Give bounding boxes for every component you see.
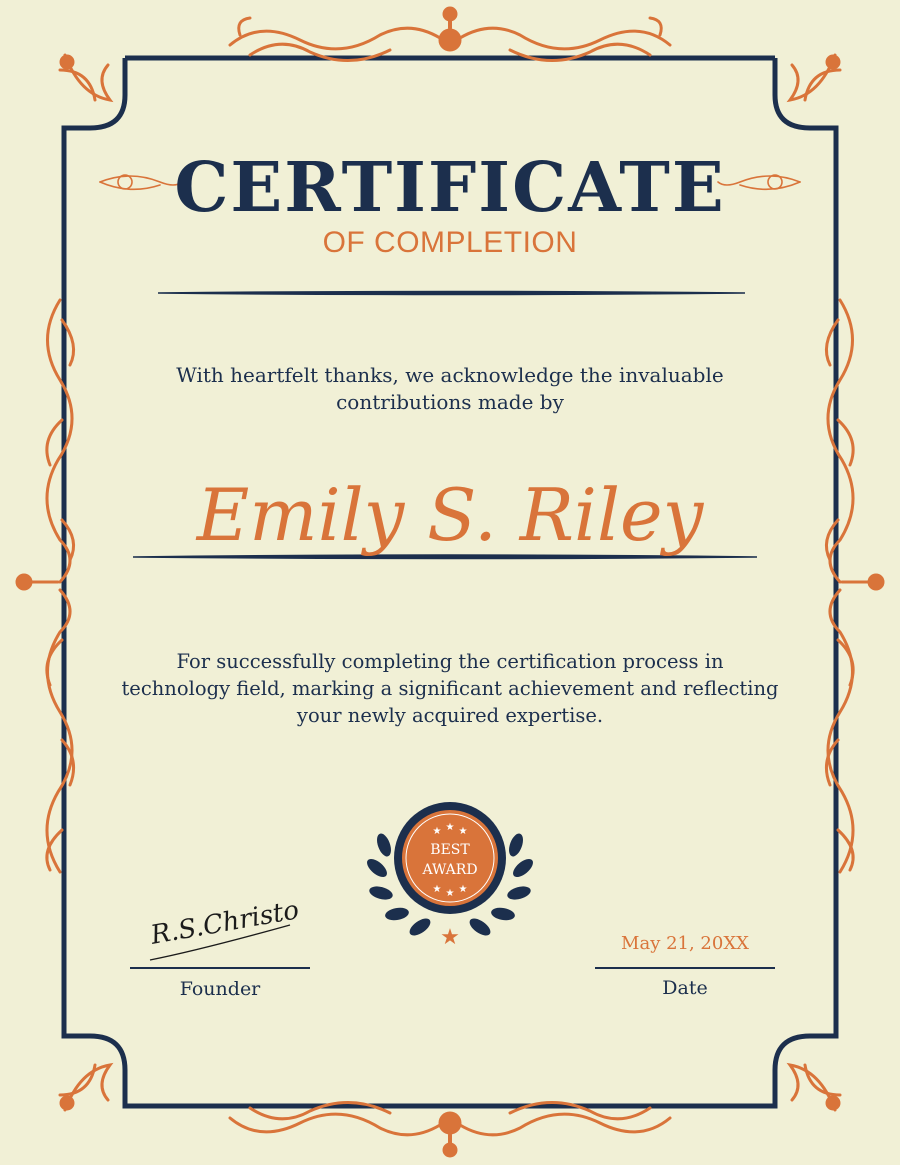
achievement-text: For successfully completing the certification process in technology field, marking a significant achievement and reflecting your newly acquired expertise.: [121, 650, 779, 727]
intro-text: With heartfelt thanks, we acknowledge the invaluable contributions made by: [176, 363, 724, 414]
svg-text:★: ★: [445, 888, 455, 899]
signature-role: Founder: [179, 978, 261, 1000]
title-divider: [158, 292, 745, 295]
badge-line-2: AWARD: [422, 862, 478, 878]
svg-text:★: ★: [432, 884, 442, 895]
date-label: Date: [662, 977, 708, 999]
svg-text:★: ★: [445, 822, 455, 833]
svg-text:★: ★: [458, 826, 468, 837]
signature: R.S.Christo: [148, 895, 302, 951]
award-badge-icon: [364, 802, 536, 950]
floral-ornament-icon: [230, 8, 670, 61]
svg-text:★: ★: [432, 826, 442, 837]
svg-text:★: ★: [458, 884, 468, 895]
star-icon: ★: [440, 925, 460, 950]
floral-ornament-icon: [230, 1102, 670, 1156]
recipient-name: Emily S. Riley: [196, 473, 704, 557]
certificate-title: CERTIFICATE: [174, 148, 726, 228]
badge-line-1: BEST: [430, 842, 470, 858]
date-value: May 21, 20XX: [621, 933, 749, 954]
certificate-subtitle: OF COMPLETION: [322, 226, 578, 259]
